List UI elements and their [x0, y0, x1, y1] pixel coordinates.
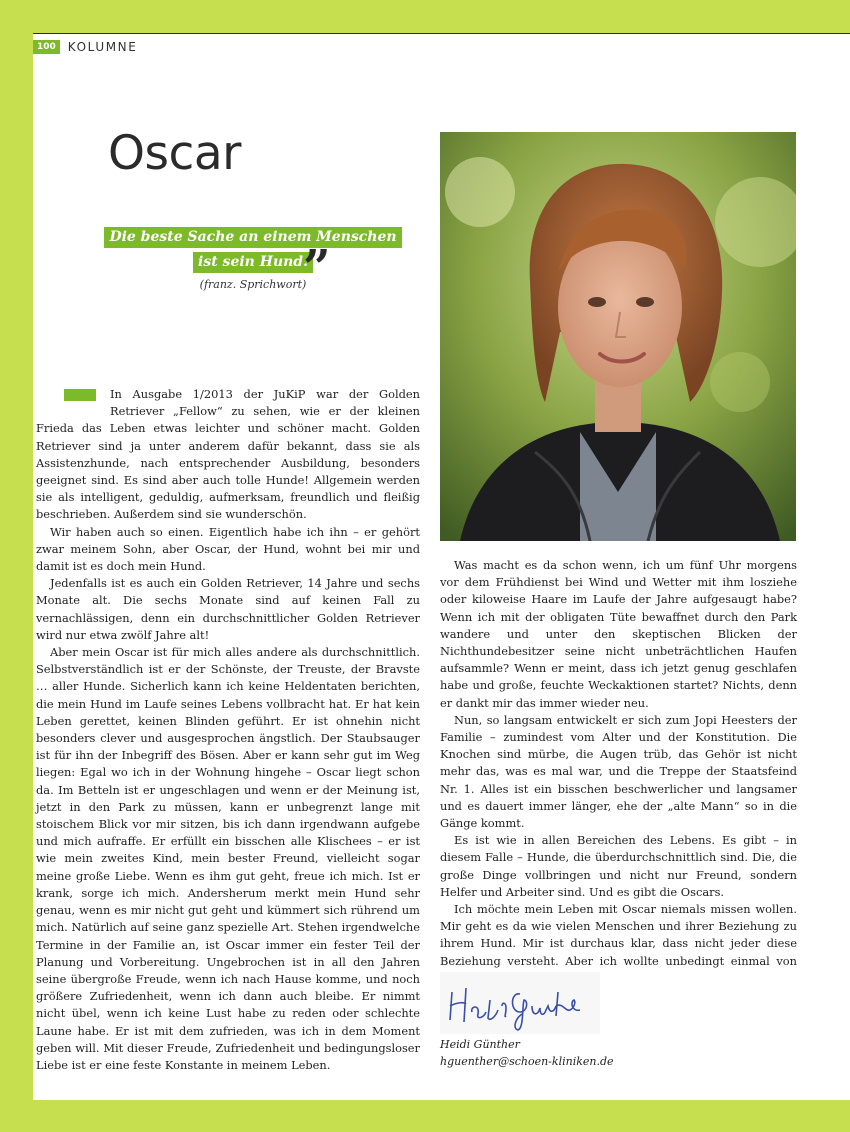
lead-marker-bar: [64, 389, 96, 401]
paragraph: Ich möchte mein Leben mit Oscar niemals missen wollen. Mir geht es da wie vielen Menschen und ihrer Beziehung zu ihrem Hund. Mir ist durchaus klar, dass nicht jeder diese Beziehung versteht. Aber ich wollte unbedingt einmal von: [440, 902, 797, 968]
author-name: Heidi Günther: [440, 1038, 520, 1051]
paragraph: Was macht es da schon wenn, ich um fünf Uhr morgens vor dem Frühdienst bei Wind und Wetter mit ihm losziehe oder kiloweise Haare im Laufe der Jahre aufgesaugt habe? Wenn ich mit der obligaten Tüte bewaffnet durch den Park wandere und unter den skeptischen Blicken der Nichthundebesitzer seine nicht unbeträchtlichen Haufen aufsammle? Wenn er meint, dass ich jetzt genug geschlafen habe und große, feuchte Weckaktionen startet? Nichts, denn er dankt mir das immer wieder neu.: [440, 558, 797, 710]
paragraph: In Ausgabe 1/2013 der JuKiP war der Golden Retriever „Fellow“ zu sehen, wie er der kleinen Frieda das Leben etwas leichter und schöner macht. Golden Retriever sind ja unter anderem dafür bekannt, dass sie als Assistenzhunde, nach entsprechender Ausbildung, besonders geeignet sind. Es sind aber auch tolle Hunde! Allgemein werden sie als intelligent, geduldig, aufmerksam, freundlich und fleißig beschrieben. Außerdem sind sie wunderschön.: [36, 387, 420, 522]
handwritten-signature: [440, 972, 600, 1034]
section-label: KOLUMNE: [67, 40, 138, 54]
paragraph: Es ist wie in allen Bereichen des Lebens. Es gibt – in diesem Falle – Hunde, die überdurchschnittlich sind. Die, die große Dinge vollbringen und nicht nur Freund, sondern Helfer und Arbeiter sind. Und es gibt die Oscars.: [440, 833, 797, 899]
paragraph: Wir haben auch so einen. Eigentlich habe ich ihn – er gehört zwar meinem Sohn, aber Oscar, der Hund, wohnt bei mir und damit ist es doch mein Hund.: [36, 524, 420, 574]
author-photo: [440, 132, 796, 541]
page-number: 100: [33, 40, 60, 54]
paragraph: Nun, so langsam entwickelt er sich zum Jopi Heesters der Familie – zumindest vom Alter und der Konstitution. Die Knochen sind mürbe, die Augen trüb, das Gehör ist nicht mehr das, was es mal war, und die Treppe der Staatsfeind Nr. 1. Alles ist ein bisschen beschwerlicher und langsamer und es dauert immer länger, ehe der „alte Mann“ so in die Gänge kommt.: [440, 712, 797, 831]
quote-source: (franz. Sprichwort): [199, 278, 307, 291]
paragraph: Aber mein Oscar ist für mich alles andere als durchschnittlich. Selbstverständlich ist er der Schönste, der Treuste, der Bravste … aller Hunde. Sicherlich kann ich keine Heldentaten berichten, die mein Hund im Laufe seines Lebens vollbracht hat. Er hat kein Leben gerettet, keinen Blinden geführt. Er ist ohnehin nicht besonders clever und ausgesprochen ängstlich. Der Staubsauger ist für ihn der Inbegriff des Bösen. Aber er kann sehr gut im Weg liegen: Egal wo ich in der Wohnung hingehe – Oscar liegt schon da. Im Betteln ist er ungeschlagen und wenn er der Meinung ist, jetzt in den Park zu müssen, kann er unbegrenzt lange mit stoischem Blick vor mir sitzen, bis ich dann irgendwann aufgebe und mich aufraffe. Er erfüllt ein bisschen alle Klischees – er ist wie mein zweites Kind, mein bester Freund, vielleicht sogar meine große Liebe. Wenn es ihm gut geht, freue ich mich. Ist er krank, sorge ich mich. Andersherum merkt mein Hund sehr genau, wenn es mir nicht gut geht und kümmert sich rührend um mich. Natürlich auf seine ganz spezielle Art. Stehen irgendwelche Termine in der Familie an, ist Oscar immer ein fester Teil der Planung und Vorbereitung. Ungebrochen ist in all den Jahren seine übergroße Freude, wenn ich nach Hause komme, und noch größere Zufriedenheit, wenn ich dann auch bleibe. Er nimmt nicht übel, wenn ich keine Lust habe zu reden oder schlechte Laune habe. Er ist mit dem zufrieden, was ich in dem Moment geben will. Mit dieser Freude, Zufriedenheit und bedingungsloser Liebe ist er eine feste Konstante in meinem Leben.: [36, 645, 420, 1072]
left-column: [36, 386, 420, 1074]
quote-line-2: ist sein Hund.: [193, 252, 313, 273]
author-email[interactable]: hguenther@schoen-kliniken.de: [440, 1055, 614, 1068]
right-column: [440, 557, 797, 1004]
closing-quote-mark-icon: ”: [303, 240, 331, 296]
paragraph: Jedenfalls ist es auch ein Golden Retriever, 14 Jahre und sechs Monate alt. Die sechs Monate sind auf keinen Fall zu vernachlässigen, denn ein durchschnittlicher Golden Retriever wird nur etwa zwölf Jahre alt!: [36, 576, 420, 642]
pull-quote: [103, 226, 403, 296]
magazine-page: [33, 33, 850, 1100]
quote-line-1: Die beste Sache an einem Menschen: [104, 227, 401, 248]
page-header: [33, 40, 137, 54]
article-title: Oscar: [108, 126, 241, 181]
